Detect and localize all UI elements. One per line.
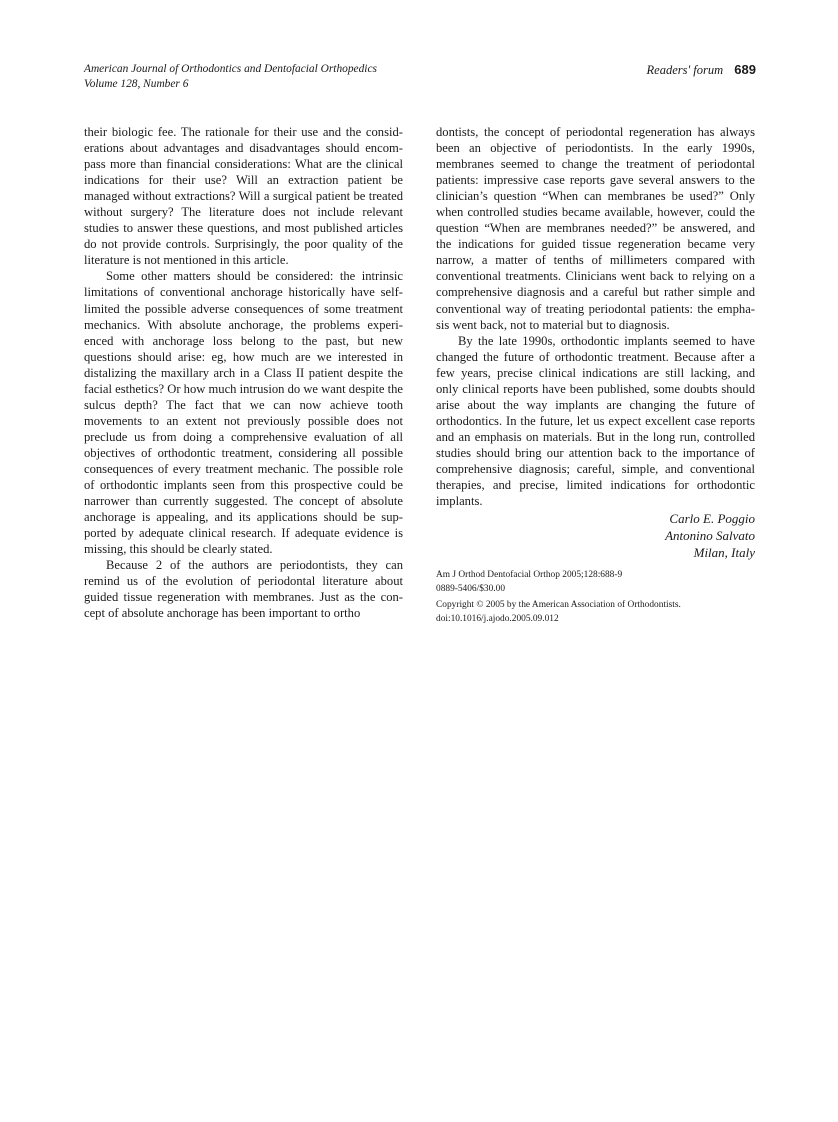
citation-block	[436, 569, 755, 626]
citation-doi[interactable]: doi:10.1016/j.ajodo.2005.09.012	[436, 613, 559, 624]
author-name: Carlo E. Poggio	[669, 511, 755, 527]
journal-title: American Journal of Orthodontics and Dentofacial Orthopedics	[84, 63, 377, 75]
citation-issn: 0889-5406/$30.00	[436, 583, 506, 594]
journal-volume: Volume 128, Number 6	[84, 78, 189, 90]
section-page	[647, 62, 756, 78]
page-number: 689	[734, 62, 756, 77]
paragraph: By the late 1990s, orthodontic implants seemed to have changed the future of orthodontic treatment. Because after a few years, precise clinical indications are still lacking, and only clinical reports have been published, some doubts should arise about the way implants are changing the future of orthodontics. In the future, let us expect excellent case reports and an emphasis on materials. But in the long run, controlled studies should bring our attention back to the importance of comprehensive diagnosis; careful, simple, and conventional therapies, and precise, limited indications for orthodontic implants.	[436, 333, 755, 509]
paragraph: their biologic fee. The rationale for their use and the considerations about advantages and disadvantages should encompass more than financial considerations: What are the clinical indications for their use? Will an extraction patient be managed without extractions? Will a surgical patient be treated without surgery? The literature does not include relevant studies to answer these questions, and most published articles do not provide controls. Surprisingly, the poor quality of the literature is not mentioned in this article.	[84, 125, 403, 268]
citation-reference: Am J Orthod Dentofacial Orthop 2005;128:688-9	[436, 570, 623, 581]
left-column	[84, 124, 403, 621]
section-name: Readers' forum	[646, 63, 724, 77]
author-location: Milan, Italy	[693, 545, 755, 561]
paragraph: Some other matters should be considered: the intrinsic limitations of conventional anchorage historically have self-limited the possible adverse consequences of some treatment mechanics. With absolute anchorage, the problems experienced with anchorage loss belong to the past, but new questions should arise: eg, how much are we interested in distalizing the maxillary arch in a Class II patient despite the facial esthetics? Or how much intrusion do we want despite the sulcus depth? The fact that we can now achieve tooth movements to an extent not previously possible does not preclude us from doing a comprehensive evaluation of all objectives of orthodontic treatment, considering all possible consequences of every treatment mechanic. The possible role of orthodontic implants seen from this prospective could be narrower than currently suggested. The concept of absolute anchorage is appealing, and its applications should be supported by adequate clinical research. If adequate evidence is missing, this should be clearly stated.	[84, 269, 403, 557]
right-column	[436, 124, 755, 626]
paragraph: Because 2 of the authors are periodontists, they can remind us of the evolution of periodontal literature about guided tissue regeneration with membranes. Just as the concept of absolute anchorage has been important to ortho	[84, 558, 403, 621]
citation-copyright: Copyright © 2005 by the American Association of Orthodontists.	[436, 600, 681, 611]
author-signature	[436, 510, 755, 561]
author-name: Antonino Salvato	[665, 528, 755, 544]
paragraph: dontists, the concept of periodontal regeneration has always been an objective of periodontists. In the early 1990s, membranes seemed to change the treatment of periodontal patients: impressive case reports gave several answers to the clinician’s question “When can membranes be used?” Only when controlled studies became available, however, could the question “When are membranes needed?” be answered, and the indications for guided tissue regeneration became very narrow, a matter of tenths of millimeters compared with conventional treatments. Clinicians went back to relying on a comprehensive diagnosis and a careful but rather simple and conventional way of treating periodontal patients: the emphasis went back, not to material but to diagnosis.	[436, 125, 755, 332]
running-header	[84, 62, 756, 92]
